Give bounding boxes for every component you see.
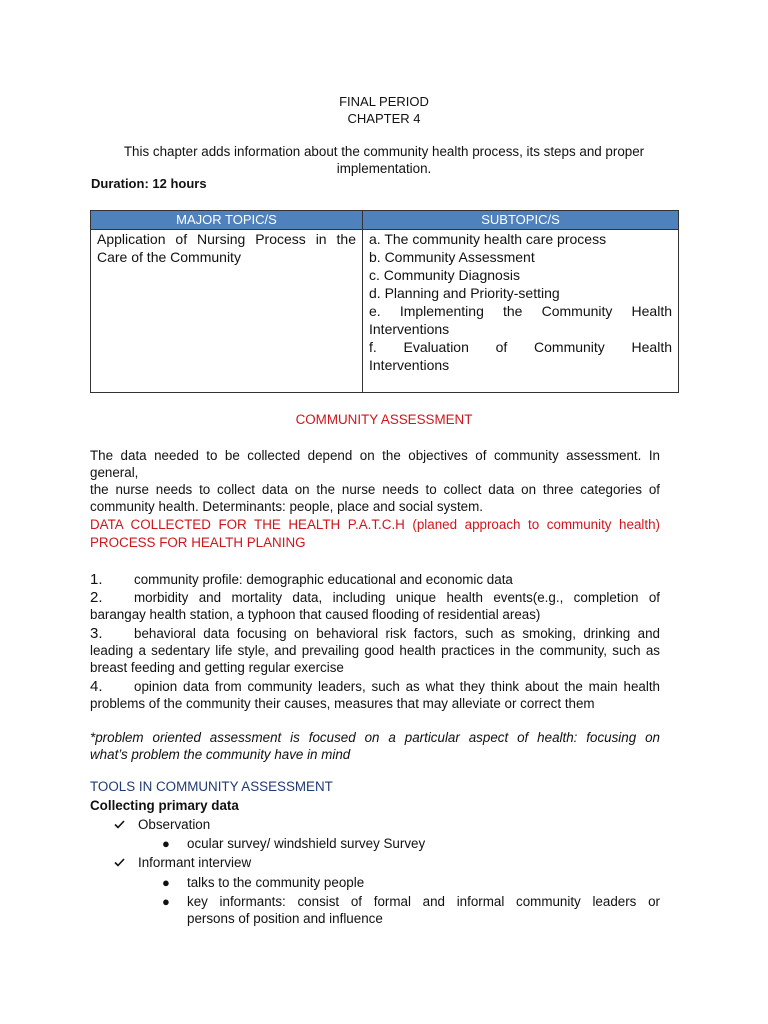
subtopic-line: Interventions xyxy=(369,321,450,337)
major-topic-cell xyxy=(91,230,363,393)
interview-bullet-2 xyxy=(162,893,660,927)
community-assessment-heading: COMMUNITY ASSESSMENT xyxy=(295,412,473,427)
bullet-icon: ● xyxy=(162,836,170,851)
patch-heading xyxy=(90,516,660,552)
list-item xyxy=(90,571,660,588)
informant-interview-item xyxy=(114,854,251,871)
observation-item xyxy=(114,816,210,833)
topics-table xyxy=(90,210,679,393)
bullet-text: ocular survey/ windshield survey Survey xyxy=(187,836,426,851)
chapter-intro: This chapter adds information about the community health process, its steps and proper implementation. xyxy=(123,144,645,176)
period-title: FINAL PERIOD xyxy=(339,94,429,109)
checkmark-icon xyxy=(114,816,138,833)
observation-bullet xyxy=(162,835,425,852)
subtopic-line: f. Evaluation of Community Health xyxy=(369,339,672,355)
problem-oriented-note xyxy=(90,729,660,763)
patch-item-1 xyxy=(90,571,660,588)
patch-item-4 xyxy=(90,678,660,712)
tools-heading: TOOLS IN COMMUNITY ASSESSMENT xyxy=(90,779,333,794)
item-text: opinion data from community leaders, such as what they think about the main health xyxy=(134,679,660,694)
subtopic-line: b. Community Assessment xyxy=(369,249,535,265)
item-number: 3. xyxy=(90,625,103,642)
item-text: problems of the community their causes, measures that may alleviate or correct them xyxy=(90,696,595,711)
patch-heading-line: PROCESS FOR HEALTH PLANING xyxy=(90,535,306,550)
major-topic-line: Application of Nursing Process in the xyxy=(97,231,356,247)
checkmark-icon xyxy=(114,854,138,871)
subtopic-line: e. Implementing the Community Health xyxy=(369,303,672,319)
topics-table-header-row xyxy=(91,211,679,230)
bullet-text: persons of position and influence xyxy=(187,911,383,926)
subtopic-line: d. Planning and Priority-setting xyxy=(369,285,560,301)
paragraph-line: the nurse needs to collect data on the nurse needs to collect data on three categories of xyxy=(90,482,660,497)
item-text: behavioral data focusing on behavioral risk factors, such as smoking, drinking and xyxy=(134,626,660,641)
paragraph-line: community health. Determinants: people, place and social system. xyxy=(90,499,483,514)
subtopic-line: c. Community Diagnosis xyxy=(369,267,520,283)
paragraph-line: The data needed to be collected depend on the objectives of community assessment. In general, xyxy=(90,448,660,480)
note-line: what’s problem the community have in mind xyxy=(90,747,351,762)
patch-heading-line: DATA COLLECTED FOR THE HEALTH P.A.T.C.H (planed approach to community health) xyxy=(90,517,660,532)
patch-item-2 xyxy=(90,589,660,623)
subtopic-cell xyxy=(363,230,679,393)
list-item xyxy=(90,625,660,642)
interview-bullet-1 xyxy=(162,874,364,891)
assessment-paragraph xyxy=(90,447,660,515)
note-line: *problem oriented assessment is focused on a particular aspect of health: focusing on xyxy=(90,730,660,745)
primary-data-subheading: Collecting primary data xyxy=(90,798,239,813)
table-row xyxy=(91,230,679,393)
item-text: leading a sedentary life style, and prevailing good health practices in the community, such as xyxy=(90,643,660,658)
item-number: 2. xyxy=(90,589,103,606)
item-text: morbidity and mortality data, including unique health events(e.g., completion of xyxy=(134,590,660,605)
list-item xyxy=(90,589,660,606)
bullet-text: key informants: consist of formal and informal community leaders or xyxy=(187,894,660,909)
major-topic-header: MAJOR TOPIC/S xyxy=(91,211,363,230)
bullet-icon: ● xyxy=(162,894,170,909)
item-text: breast feeding and getting regular exercise xyxy=(90,660,344,675)
item-text: barangay health station, a typhoon that caused flooding of residential areas) xyxy=(90,607,541,622)
subtopic-line: a. The community health care process xyxy=(369,231,607,247)
item-number: 4. xyxy=(90,678,103,695)
item-text: community profile: demographic educational and economic data xyxy=(134,572,513,587)
bullet-icon: ● xyxy=(162,875,170,890)
subtopic-header: SUBTOPIC/S xyxy=(363,211,679,230)
informant-interview-label: Informant interview xyxy=(138,855,252,870)
item-number: 1. xyxy=(90,571,103,588)
major-topic-line: Care of the Community xyxy=(97,249,241,265)
duration-label: Duration: 12 hours xyxy=(91,176,207,191)
subtopic-line: Interventions xyxy=(369,357,450,373)
patch-item-3 xyxy=(90,625,660,676)
bullet-text: talks to the community people xyxy=(187,875,365,890)
list-item xyxy=(90,678,660,695)
chapter-title: CHAPTER 4 xyxy=(347,111,421,126)
observation-label: Observation xyxy=(138,817,211,832)
